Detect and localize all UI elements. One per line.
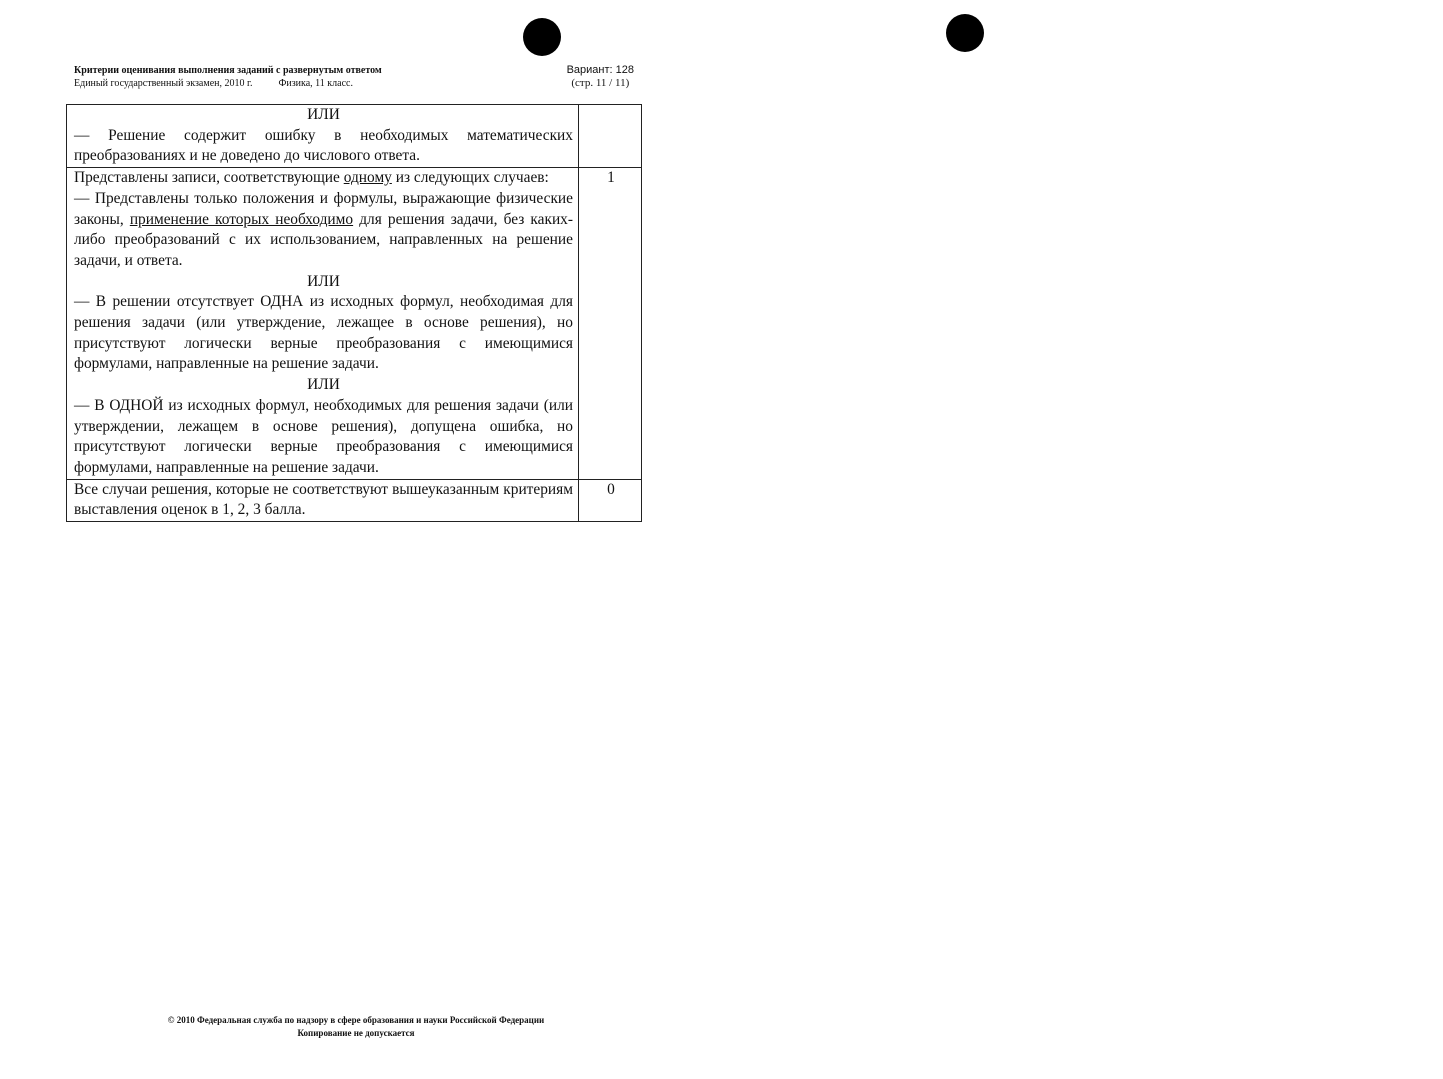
criteria-case-2: — В решении отсутствует ОДНА из исходных формул, необходимая для решения задачи (или утверждение, лежащее в основе решения), но присутствуют логически верные преобразования с имеющимися формулами, направленные на решение задачи. bbox=[74, 293, 573, 373]
criteria-intro bbox=[74, 168, 573, 189]
table-row bbox=[67, 479, 642, 521]
header-left bbox=[74, 64, 382, 90]
header-variant: Вариант: 128 bbox=[566, 64, 634, 76]
punch-hole-right bbox=[946, 14, 984, 52]
footer-copyright: © 2010 Федеральная служба по надзору в сфере образования и науки Российской Федерации bbox=[167, 1015, 545, 1025]
criteria-text: Все случаи решения, которые не соответствуют вышеуказанным критериям выставления оценок в 1, 2, 3 балла. bbox=[74, 480, 573, 519]
header-title: Критерии оценивания выполнения заданий с развернутым ответом bbox=[74, 65, 382, 76]
header-subject: Физика, 11 класс. bbox=[278, 78, 353, 89]
page-footer bbox=[130, 1014, 582, 1040]
ili-separator: ИЛИ bbox=[307, 272, 340, 290]
ili-separator: ИЛИ bbox=[307, 106, 340, 123]
underlined-text: одному bbox=[343, 169, 392, 187]
footer-notice: Копирование не допускается bbox=[297, 1028, 415, 1038]
case-1-text-end: для решения задачи, без каких-либо преобразований с их использованием, направленных на решение задачи, и ответа. bbox=[74, 210, 573, 269]
page-header bbox=[74, 64, 634, 94]
criteria-table bbox=[66, 104, 642, 522]
table-row bbox=[67, 168, 642, 480]
score-cell: 0 bbox=[579, 479, 642, 521]
header-right bbox=[567, 64, 634, 90]
punch-hole-left bbox=[523, 18, 561, 56]
intro-text-end: из следующих случаев: bbox=[391, 169, 549, 187]
table-row bbox=[67, 105, 642, 168]
criteria-text: — Решение содержит ошибку в необходимых математических преобразованиях и не доведено до числового ответа. bbox=[74, 126, 573, 165]
ili-separator: ИЛИ bbox=[307, 376, 340, 394]
criteria-description bbox=[67, 168, 579, 480]
score-cell: 1 bbox=[579, 168, 642, 480]
criteria-description bbox=[67, 479, 579, 521]
criteria-case-1 bbox=[74, 189, 573, 272]
criteria-case-3: — В ОДНОЙ из исходных формул, необходимых для решения задачи (или утверждении, лежащем в основе решения), допущена ошибка, но присутствуют логически верные преобразования с имеющимися формулами, направленные на решение задачи. bbox=[74, 396, 573, 476]
score-cell bbox=[579, 105, 642, 168]
header-page: (стр. 11 / 11) bbox=[571, 77, 630, 89]
criteria-description bbox=[67, 105, 579, 168]
intro-text: Представлены записи, соответствующие bbox=[74, 169, 344, 187]
underlined-text: применение которых необходимо bbox=[129, 210, 354, 228]
case-1-text: — Представлены только положения и формулы, выражающие физические законы, bbox=[74, 189, 573, 228]
header-exam: Единый государственный экзамен, 2010 г. bbox=[74, 78, 253, 89]
header-subline bbox=[74, 77, 382, 90]
